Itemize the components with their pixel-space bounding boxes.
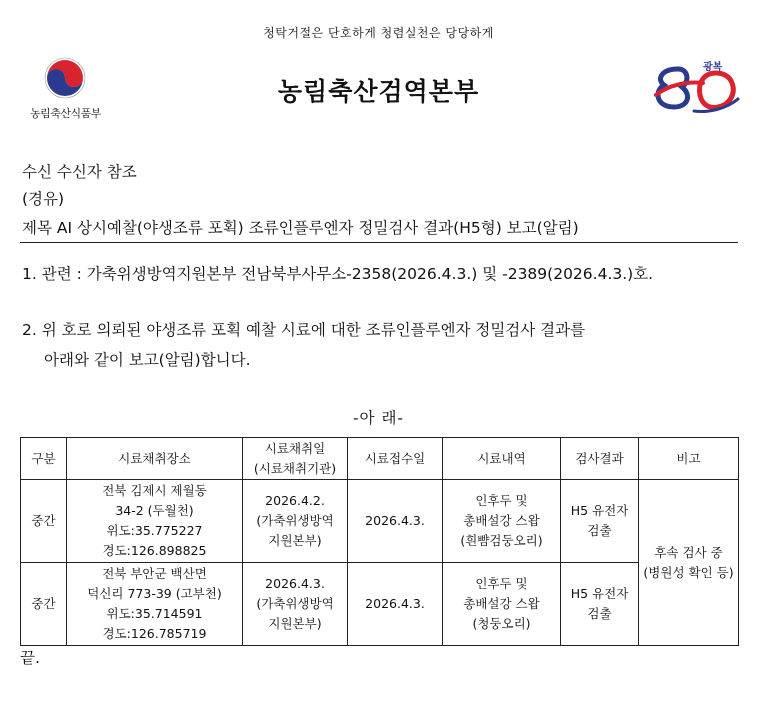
cell-sample <box>443 563 561 646</box>
sample-line: 인후두 및 <box>475 576 528 591</box>
subject-line: 제목 AI 상시예찰(야생조류 포획) 조류인플루엔자 정밀검사 결과(H5형) 보고(알림) <box>22 219 579 237</box>
header-received: 시료접수일 <box>348 438 443 480</box>
note-line: 후속 검사 중 <box>654 544 723 560</box>
date-line: 2026.4.3. <box>265 576 325 591</box>
paragraph-report <box>22 315 742 375</box>
cell-date <box>243 563 348 646</box>
cell-note <box>639 480 739 646</box>
sample-line: 총배설강 스왑 <box>463 513 540 528</box>
cell-type: 중간 <box>21 480 67 563</box>
anniversary-label: 광복 <box>703 62 723 73</box>
ending-mark: 끝. <box>20 649 40 667</box>
sample-line: 총배설강 스왑 <box>463 596 540 611</box>
header-note: 비고 <box>639 438 739 480</box>
header-date-line2: (시료채취기관) <box>253 460 337 476</box>
header-date <box>243 438 348 480</box>
anniversary-80-icon <box>648 55 743 120</box>
location-line: 위도:35.775227 <box>106 523 203 538</box>
cell-location <box>67 563 243 646</box>
result-line: 검출 <box>587 523 612 538</box>
date-line: (가축위생방역 <box>256 596 334 611</box>
result-line: 검출 <box>587 606 612 621</box>
header-sample: 시료내역 <box>443 438 561 480</box>
cell-type: 중간 <box>21 563 67 646</box>
cell-received: 2026.4.3. <box>348 480 443 563</box>
location-line: 34-2 (두월천) <box>115 503 194 518</box>
date-line: 지원본부) <box>268 533 322 548</box>
date-line: 2026.4.2. <box>265 493 325 508</box>
cell-location <box>67 480 243 563</box>
location-line: 덕신리 773-39 (고부천) <box>87 586 222 601</box>
location-line: 경도:126.898825 <box>102 543 207 558</box>
paragraph-report-line1: 2. 위 호로 의뢰된 야생조류 포획 예찰 시료에 대한 조류인플루엔자 정밀검사 결과를 <box>22 321 586 339</box>
cell-date <box>243 480 348 563</box>
date-line: (가축위생방역 <box>256 513 334 528</box>
ministry-name: 농림축산식품부 <box>30 107 101 120</box>
recipient-line: 수신 수신자 참조 <box>22 163 137 181</box>
slogan: 청탁거절은 단호하게 청렴실천은 당당하게 <box>263 26 494 40</box>
sample-line: 인후두 및 <box>475 493 528 508</box>
below-heading: -아 래- <box>352 409 405 427</box>
location-line: 전북 김제시 제월동 <box>102 483 207 498</box>
header-result: 검사결과 <box>561 438 639 480</box>
header-date-line1: 시료채취일 <box>264 440 326 456</box>
subject-divider <box>20 242 738 243</box>
via-line: (경유) <box>22 190 65 208</box>
date-line: 지원본부) <box>268 616 322 631</box>
results-table <box>20 437 739 646</box>
table-row <box>21 480 739 563</box>
location-line: 위도:35.714591 <box>106 606 203 621</box>
paragraph-reference: 1. 관련 : 가축위생방역지원본부 전남북부사무소-2358(2026.4.3.) 및 -2389(2026.4.3.)호. <box>22 265 654 283</box>
sample-line: (청둥오리) <box>472 616 531 631</box>
anniversary-logo <box>648 55 743 120</box>
paragraph-report-line2: 아래와 같이 보고(알림)합니다. <box>44 351 251 369</box>
table-header-row <box>21 438 739 480</box>
header-location: 시료채취장소 <box>67 438 243 480</box>
agency-title: 농림축산검역본부 <box>277 77 480 106</box>
sample-line: (흰뺨검둥오리) <box>460 533 543 548</box>
cell-received: 2026.4.3. <box>348 563 443 646</box>
cell-result <box>561 480 639 563</box>
table-row <box>21 563 739 646</box>
location-line: 경도:126.785719 <box>102 626 207 641</box>
note-line: (병원성 확인 등) <box>643 564 734 580</box>
result-line: H5 유전자 <box>570 503 629 518</box>
cell-result <box>561 563 639 646</box>
header-type: 구분 <box>21 438 67 480</box>
result-line: H5 유전자 <box>570 586 629 601</box>
location-line: 전북 부안군 백산면 <box>102 566 207 581</box>
cell-sample <box>443 480 561 563</box>
